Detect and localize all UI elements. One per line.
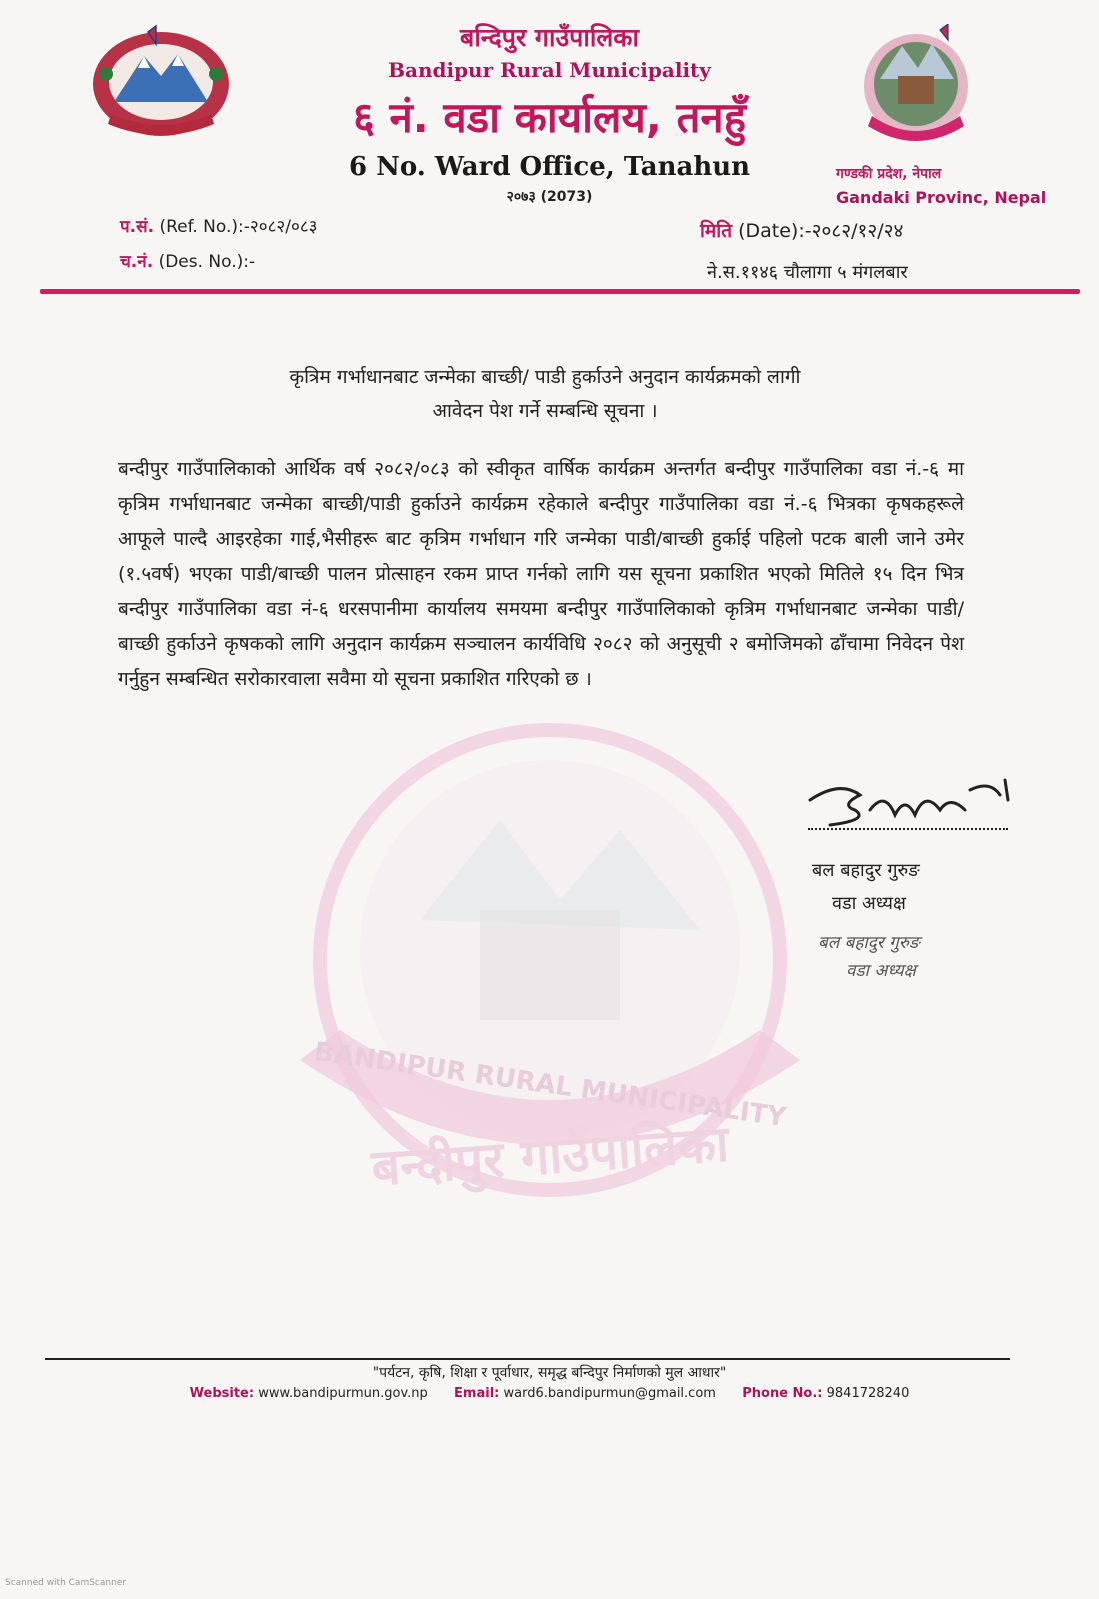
website-label: Website: [189,1386,255,1401]
ref-label-np: प.सं. [120,217,155,237]
nepal-sambat-date: ने.स.११४६ चौलागा ५ मंगलबार [707,262,908,283]
date-label-en: (Date):- [738,220,812,242]
notice-body: बन्दीपुर गाउँपालिकाको आर्थिक वर्ष २०८२/०८३ को स्वीकृत वार्षिक कार्यक्रम अन्तर्गत बन्दीपुर गाउँपालिका वडा नं.-६ मा कृत्रिम गर्भाधानबाट जन्मेका बाच्छी/पाडी हुर्काउने कार्यक्रम रहेकाले बन्दीपुर गाउँपालिका वडा नं.-६ भित्रका कृषकहरूले आफूले पाल्दै आइरहेका गाई,भैसीहरू बाट कृत्रिम गर्भाधान गरि जन्मेका पाडी/बाच्छी हुर्काई पहिलो पटक बाली जाने उमेर (१.५वर्ष) भएका पाडी/बाच्छी पालन प्रोत्साहन रकम प्राप्त गर्नको लागि यस सूचना प्रकाशित भएको मितिले १५ दिन भित्र बन्दीपुर गाउँपालिका वडा नं-६ धरसपानीमा कार्यालय समयमा बन्दीपुर गाउँपालिकाको कृत्रिम गर्भाधानबाट जन्मेका पाडी/बाच्छी हुर्काउने कृषकको लागि अनुदान कार्यक्रम सञ्चालन कार्यविधि २०८२ को अनुसूची २ बमोजिमको ढाँचामा निवेदन पेश गर्नुहुन सम्बन्धित सरोकारवाला सवैमा यो सूचना प्रकाशित गरिएको छ । [118,458,964,690]
notice-subject [100,360,990,428]
ref-label-en: (Ref. No.):- [159,217,250,237]
municipality-name-np: बन्दिपुर गाउँपालिका [460,23,639,52]
ref-value: २०८२/०८३ [249,217,318,237]
footer-quote: "पर्यटन, कृषि, शिक्षा र पूर्वाधार, समृद्ध बन्दिपुर निर्माणको मुल आधार" [372,1365,727,1381]
ref-number [120,214,318,237]
date-label-np: मिति [700,220,733,242]
email-label: Email: [454,1386,500,1401]
municipality-name-en: Bandipur Rural Municipality [388,58,711,82]
province-en: Gandaki Provinc, Nepal [836,188,1047,207]
des-label-np: च.नं. [120,252,154,272]
date-line [700,217,903,243]
established-year: २०७३ (2073) [506,189,593,205]
phone-number: 9841728240 [826,1386,910,1401]
footer-rule [45,1358,1010,1360]
website-link[interactable]: www.bandipurmun.gov.np [258,1386,428,1401]
stamp-title: वडा अध्यक्ष [846,961,916,981]
header-divider [40,289,1080,294]
subject-line-2: आवेदन पेश गर्ने सम्बन्धि सूचना । [432,400,658,422]
signatory-title: वडा अध्यक्ष [832,893,906,914]
scanner-watermark: Scanned with CamScanner [5,1578,127,1588]
des-number [120,249,255,272]
ward-office-np: ६ नं. वडा कार्यालय, तनहुँ [352,93,746,142]
des-label-en: (Des. No.):- [158,252,256,272]
watermark-text-en: BANDIPUR RURAL MUNICIPALITY [312,1037,788,1133]
stamp-name: बल बहादुर गुरुङ [818,933,920,953]
subject-line-1: कृत्रिम गर्भाधानबाट जन्मेका बाच्छी/ पाडी हुर्काउने अनुदान कार्यक्रमको लागी [289,366,801,388]
province-np: गण्डकी प्रदेश, नेपाल [836,166,942,182]
phone-label: Phone No.: [742,1386,823,1401]
ward-office-en: 6 No. Ward Office, Tanahun [348,152,751,182]
watermark-text-np: बन्दीपुर गाउँपालिका [369,1114,731,1198]
footer-contact [0,1386,1099,1401]
date-value: २०८२/१२/२४ [811,220,904,242]
signature-line [808,828,1008,830]
email-link[interactable]: ward6.bandipurmun@gmail.com [503,1386,716,1401]
signatory-name: बल बहादुर गुरुङ [812,860,920,881]
